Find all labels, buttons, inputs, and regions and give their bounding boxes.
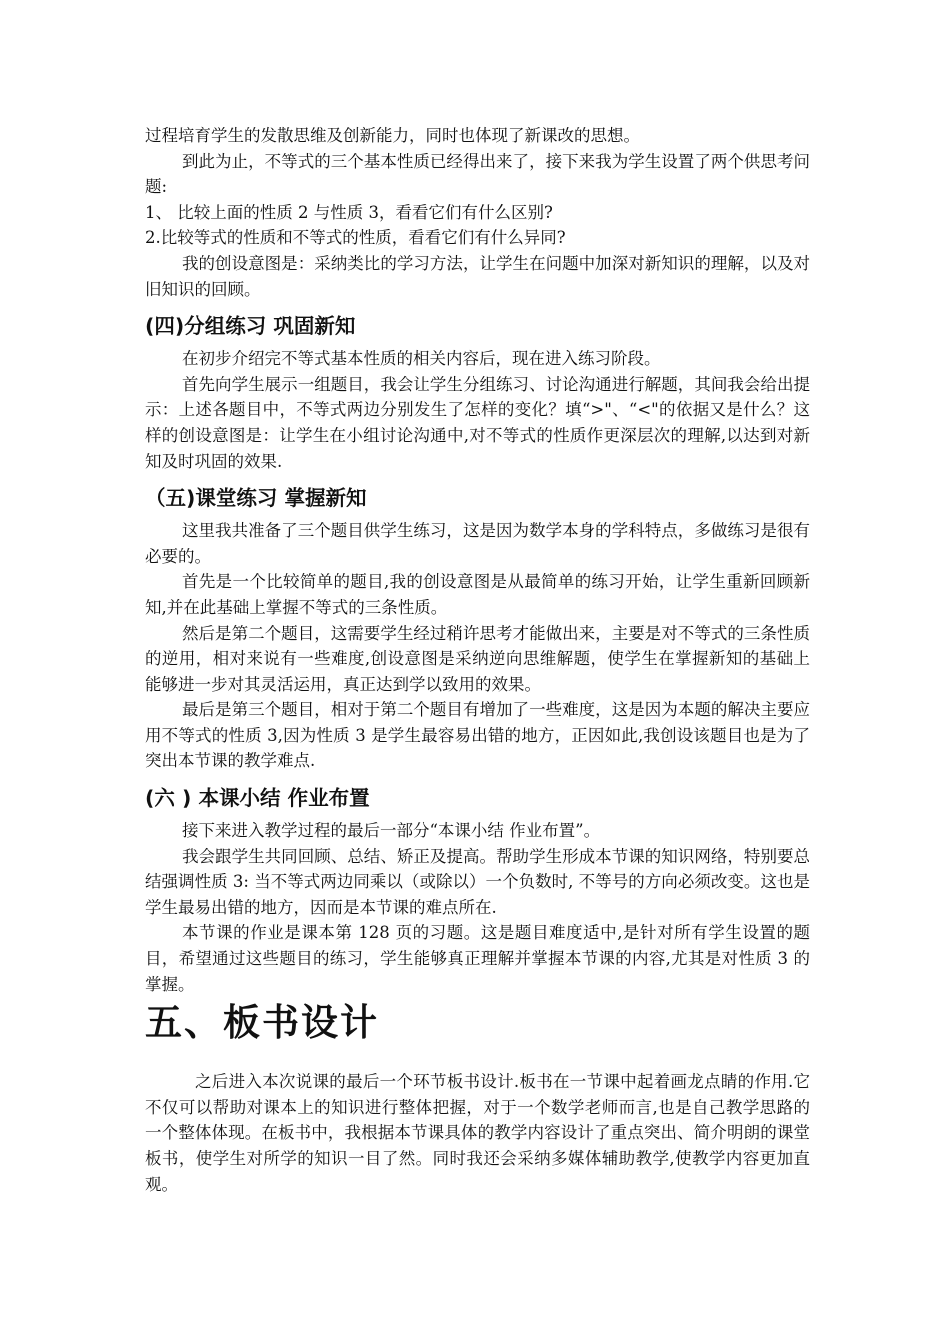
paragraph: 首先是一个比较简单的题目,我的创设意图是从最简单的练习开始，让学生重新回顾新知,并在此基础上掌握不等式的三条性质。 xyxy=(145,572,810,617)
paragraph: 然后是第二个题目，这需要学生经过稍许思考才能做出来，主要是对不等式的三条性质的逆用，相对来说有一些难度,创设意图是采纳逆向思维解题，使学生在掌握新知的基础上能够进一步对其灵活运用，真正达到学以致用的效果。 xyxy=(145,623,810,694)
paragraph: 我会跟学生共同回顾、总结、矫正及提高。帮助学生形成本节课的知识网络，特别要总结强调性质 3: 当不等式两边同乘以（或除以）一个负数时, 不等号的方向必须改变。这也是学生最易出错的地方，因而是本节课的难点所在. xyxy=(145,846,810,917)
paragraph: 在初步介绍完不等式基本性质的相关内容后，现在进入练习阶段。 xyxy=(182,349,661,369)
paragraph: 这里我共准备了三个题目供学生练习，这是因为数学本身的学科特点，多做练习是很有必要的。 xyxy=(145,521,810,566)
paragraph: 首先向学生展示一组题目，我会让学生分组练习、讨论沟通进行解题，其间我会给出提示：上述各题目中，不等式两边分别发生了怎样的变化？填“>"、“<"的依据又是什么？这样的创设意图是：让学生在小组讨论沟通中,对不等式的性质作更深层次的理解,以达到对新知及时巩固的效果. xyxy=(145,374,810,471)
list-item: 1、 比较上面的性质 2 与性质 3，看看它们有什么区别? xyxy=(145,202,553,222)
section-heading: (四)分组练习 巩固新知 xyxy=(145,314,356,339)
section-heading: （五)课堂练习 掌握新知 xyxy=(145,486,367,511)
list-item: 2.比较等式的性质和不等式的性质，看看它们有什么异同? xyxy=(145,228,566,248)
section-heading: (六 ) 本课小结 作业布置 xyxy=(145,786,370,811)
chapter-heading: 五、板书设计 xyxy=(145,1001,379,1045)
document-page xyxy=(145,120,810,1197)
paragraph: 之后进入本次说课的最后一个环节板书设计.板书在一节课中起着画龙点睛的作用.它不仅可以帮助对课本上的知识进行整体把握，对于一个数学老师而言,也是自己教学思路的一个整体体现。在板书中，我根据本节课具体的教学内容设计了重点突出、简介明朗的课堂板书，使学生对所学的知识一目了然。同时我还会采纳多媒体辅助教学,使教学内容更加直观。 xyxy=(145,1072,810,1194)
paragraph: 接下来进入教学过程的最后一部分“本课小结 作业布置”。 xyxy=(182,821,601,841)
paragraph: 到此为止，不等式的三个基本性质已经得出来了，接下来我为学生设置了两个供思考问题: xyxy=(145,151,810,197)
paragraph: 最后是第三个题目，相对于第二个题目有增加了一些难度，这是因为本题的解决主要应用不等式的性质 3,因为性质 3 是学生最容易出错的地方，正因如此,我创设该题目也是为了突出本节课的教学难点. xyxy=(145,700,810,771)
paragraph: 我的创设意图是：采纳类比的学习方法，让学生在问题中加深对新知识的理解，以及对旧知识的回顾。 xyxy=(145,253,810,299)
paragraph: 本节课的作业是课本第 128 页的习题。这是题目难度适中,是针对所有学生设置的题目，希望通过这些题目的练习，学生能够真正理解并掌握本节课的内容,尤其是对性质 3 的掌握。 xyxy=(145,923,810,994)
paragraph: 过程培育学生的发散思维及创新能力，同时也体现了新课改的思想。 xyxy=(145,126,640,145)
